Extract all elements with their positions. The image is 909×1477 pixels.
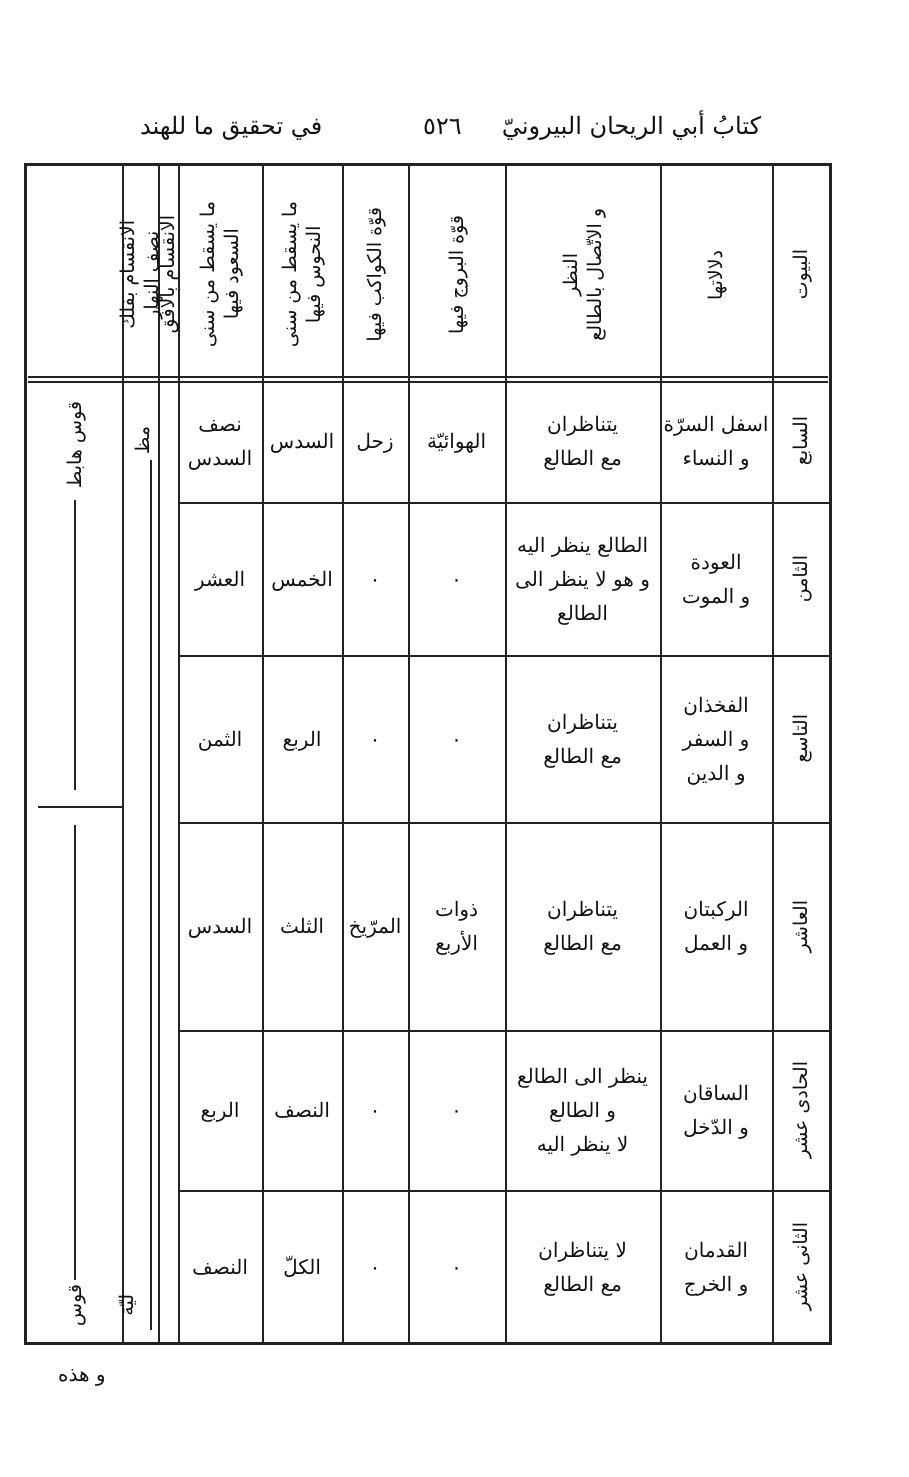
house-name	[772, 655, 830, 822]
aspect-cell: يتناظران مع الطالع	[543, 412, 622, 470]
significance-cell: العودة و الموت	[681, 549, 751, 608]
sign-strength-cell: ٠	[451, 726, 462, 751]
significance-cell: الساقان و الدّخل	[683, 1081, 749, 1139]
benefic-years-cell: الربع	[200, 1098, 240, 1122]
horizon-label-top	[128, 420, 158, 460]
significance-cell: اسفل السرّة و النساء	[663, 412, 769, 470]
malefic-years-cell: النصف	[274, 1098, 330, 1122]
house-label: الثانى عشر	[790, 1222, 812, 1311]
significance-cell: القدمان و الخرج	[683, 1237, 749, 1296]
column-header	[117, 172, 163, 377]
house-label: العاشر	[790, 899, 812, 953]
malefic-years-cell: الربع	[282, 726, 322, 751]
column-header	[505, 172, 660, 377]
planet-strength-cell: المرّيخ	[348, 914, 402, 938]
sign-strength-cell: ٠	[451, 1254, 462, 1279]
column-header	[660, 172, 772, 377]
column-header	[772, 172, 830, 377]
column-header-label: الانقسام بالأفق	[157, 215, 179, 334]
column-header	[408, 172, 505, 377]
house-label: الحادى عشر	[790, 1061, 812, 1159]
sign-strength-cell: ٠	[451, 1098, 462, 1122]
sign-strength-cell: ذوات الأربع	[435, 897, 478, 955]
aspect-cell: الطالع ينظر اليه و هو لا ينظر الى الطالع	[515, 532, 650, 625]
column-header	[342, 172, 408, 377]
column-header-label: قوّة البروج فيها	[445, 214, 468, 335]
planet-strength-cell: ٠	[369, 1098, 381, 1122]
malefic-years-cell: الكلّ	[283, 1254, 321, 1279]
column-header-label: دلالاتها	[705, 249, 727, 300]
column-header-label: قوّة الكواكب فيها	[364, 207, 386, 342]
aspect-cell: يتناظران مع الطالع	[543, 897, 622, 955]
house-name	[772, 502, 830, 655]
column-header-label: ما يسقط من سنى النحوس فيها	[279, 201, 325, 348]
house-label: السابع	[790, 416, 812, 466]
column-header-label: الانقسام بفلك نصف النهار	[117, 220, 163, 329]
meridian-label-lower	[58, 1280, 92, 1330]
malefic-years-cell: السدس	[269, 429, 335, 453]
benefic-years-cell: نصف السدس	[187, 412, 253, 470]
meridian-bracket-lower	[74, 825, 76, 1280]
page-number: ٥٢٦	[423, 112, 462, 140]
sign-strength-cell: ٠	[451, 566, 462, 591]
column-header-label: البيوت	[790, 249, 812, 300]
column-header-label: النظر و الاتّصال بالطالع	[559, 208, 606, 341]
benefic-years-cell: العشر	[194, 566, 246, 591]
sign-strength-cell: الهوائيّة	[426, 429, 487, 453]
benefic-years-cell: الثمن	[197, 726, 243, 751]
horizon-label-bottom	[112, 1280, 142, 1330]
house-name	[772, 1030, 830, 1190]
meridian-rule	[38, 806, 122, 808]
aspect-cell: يتناظران مع الطالع	[543, 709, 622, 768]
column-header	[262, 172, 342, 377]
malefic-years-cell: الخمس	[271, 566, 333, 591]
aspect-cell: ينظر الى الطالع و الطالع لا ينظر اليه	[517, 1064, 648, 1156]
meridian-label-text: قوس	[64, 1283, 86, 1327]
house-name	[772, 1190, 830, 1343]
significance-cell: الركبتان و العمل	[683, 897, 749, 955]
planet-strength-cell: ٠	[369, 566, 381, 591]
significance-cell: الفخذان و السفر و الدين	[682, 692, 750, 785]
planet-strength-cell: ٠	[369, 726, 381, 751]
house-name	[772, 822, 830, 1030]
benefic-years-cell: السدس	[187, 914, 253, 938]
house-name	[772, 380, 830, 502]
horizon-label-text: مظ	[132, 425, 154, 455]
meridian-label-upper	[58, 390, 92, 500]
column-header-label: ما يسقط من سنى السعود فيها	[197, 201, 243, 348]
column-header	[178, 172, 262, 377]
book-subtitle: في تحقيق ما للهند	[140, 112, 323, 140]
benefic-years-cell: النصف	[192, 1254, 248, 1279]
house-label: التاسع	[790, 714, 812, 763]
book-title: كتابُ أبي الريحان البيرونيّ	[501, 112, 761, 140]
house-label: الثامن	[790, 554, 812, 603]
horizon-label-text: ليّة	[116, 1294, 138, 1316]
horizon-bracket	[150, 460, 152, 1330]
aspect-cell: لا يتناظران مع الطالع	[538, 1237, 627, 1296]
meridian-label-text: قوس هابط	[64, 401, 86, 489]
footer-catchword: و هذه	[58, 1362, 106, 1386]
meridian-bracket-upper	[74, 500, 76, 790]
planet-strength-cell: ٠	[369, 1254, 381, 1279]
planet-strength-cell: زحل	[356, 429, 394, 453]
malefic-years-cell: الثلث	[280, 914, 324, 938]
